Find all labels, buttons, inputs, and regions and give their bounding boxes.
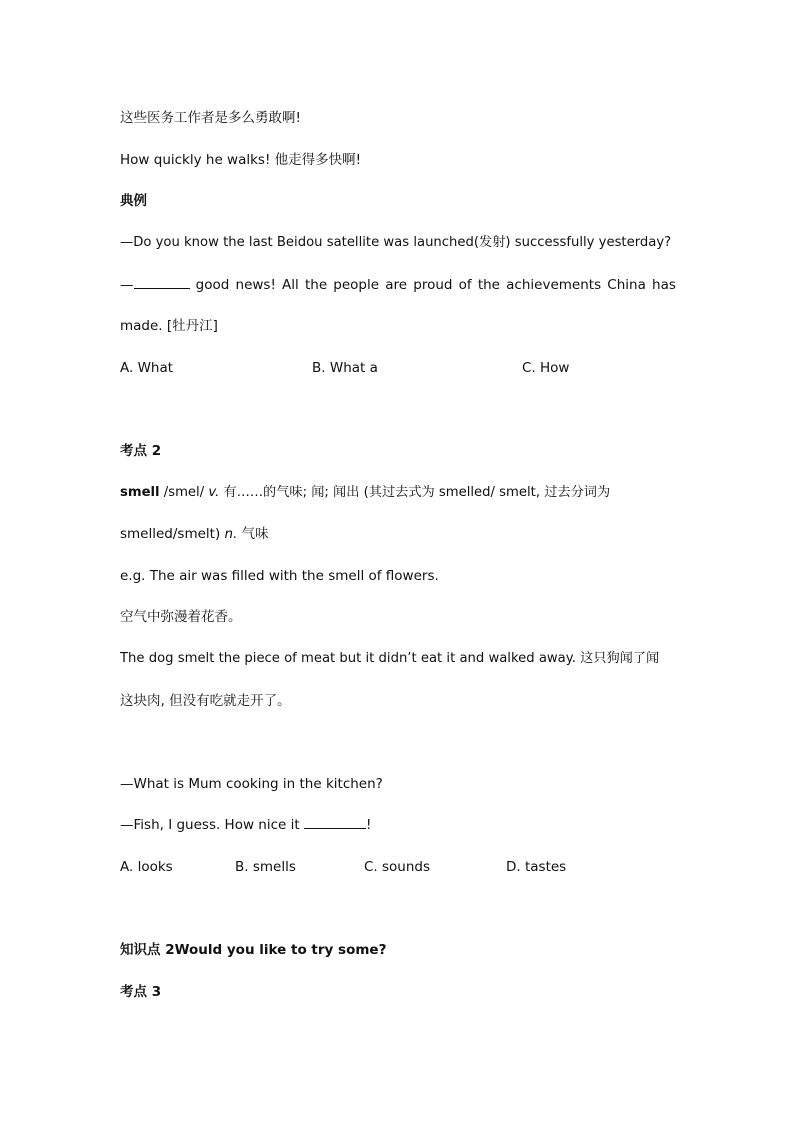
section-heading-point-3: 考点 3 xyxy=(120,984,162,1000)
option-a: A. What xyxy=(120,360,174,376)
word: good xyxy=(195,277,230,293)
smell-definition-line-1 xyxy=(120,483,676,503)
example-sentence-air: e.g. The air was filled with the smell of flowers. xyxy=(120,568,439,584)
smell-definition-line-2: smelled/smelt) n. 气味 xyxy=(120,526,269,542)
section-heading-knowledge-2: 知识点 2Would you like to try some? xyxy=(120,942,387,958)
question-2-line-2: —Fish, I guess. How nice it ! xyxy=(120,817,372,833)
example-sentence-dog: The dog smelt the piece of meat but it didn’t eat it and walked away. 这只狗闻了闻 xyxy=(120,651,660,666)
word: proud xyxy=(413,277,453,293)
option-c: C. sounds xyxy=(364,859,431,875)
example-how-quickly: How quickly he walks! 他走得多快啊! xyxy=(120,152,362,168)
part-of-speech: v. xyxy=(208,485,220,500)
chinese-sentence-brave: 这些医务工作者是多么勇敢啊! xyxy=(120,110,301,126)
question-1-line-2 xyxy=(120,275,676,295)
word: news! xyxy=(235,277,276,293)
question-1-line-3: made. [牡丹江] xyxy=(120,318,218,334)
answer-blank xyxy=(134,276,190,289)
word: achievements xyxy=(506,277,602,293)
definition-text: 有……的气味; 闻; 闻出 (其过去式为 smelled/ smelt, 过去分词为 xyxy=(219,485,611,500)
option-c: C. How xyxy=(522,360,570,376)
word: All xyxy=(282,277,299,293)
question-2-line-1: —What is Mum cooking in the kitchen? xyxy=(120,776,383,792)
section-heading-example: 典例 xyxy=(120,193,147,209)
example-translation-dog: 这块肉, 但没有吃就走开了。 xyxy=(120,693,291,709)
word: has xyxy=(652,277,676,293)
word: are xyxy=(385,277,408,293)
word: China xyxy=(607,277,646,293)
example-translation-air: 空气中弥漫着花香。 xyxy=(120,609,242,625)
option-a: A. looks xyxy=(120,859,173,875)
answer-blank xyxy=(304,816,366,829)
option-b: B. smells xyxy=(235,859,296,875)
word: people xyxy=(333,277,380,293)
phonetic: /smel/ xyxy=(159,485,209,500)
option-d: D. tastes xyxy=(506,859,567,875)
word: of xyxy=(458,277,472,293)
section-heading-point-2: 考点 2 xyxy=(120,443,162,459)
part-of-speech: n. xyxy=(224,526,238,542)
headword: smell xyxy=(120,485,160,500)
option-b: B. What a xyxy=(312,360,378,376)
word: the xyxy=(304,277,328,293)
question-1-line-1: —Do you know the last Beidou satellite was launched(发射) successfully yesterday? xyxy=(120,235,672,250)
dash-and-blank: — xyxy=(120,275,190,295)
word: the xyxy=(477,277,500,293)
